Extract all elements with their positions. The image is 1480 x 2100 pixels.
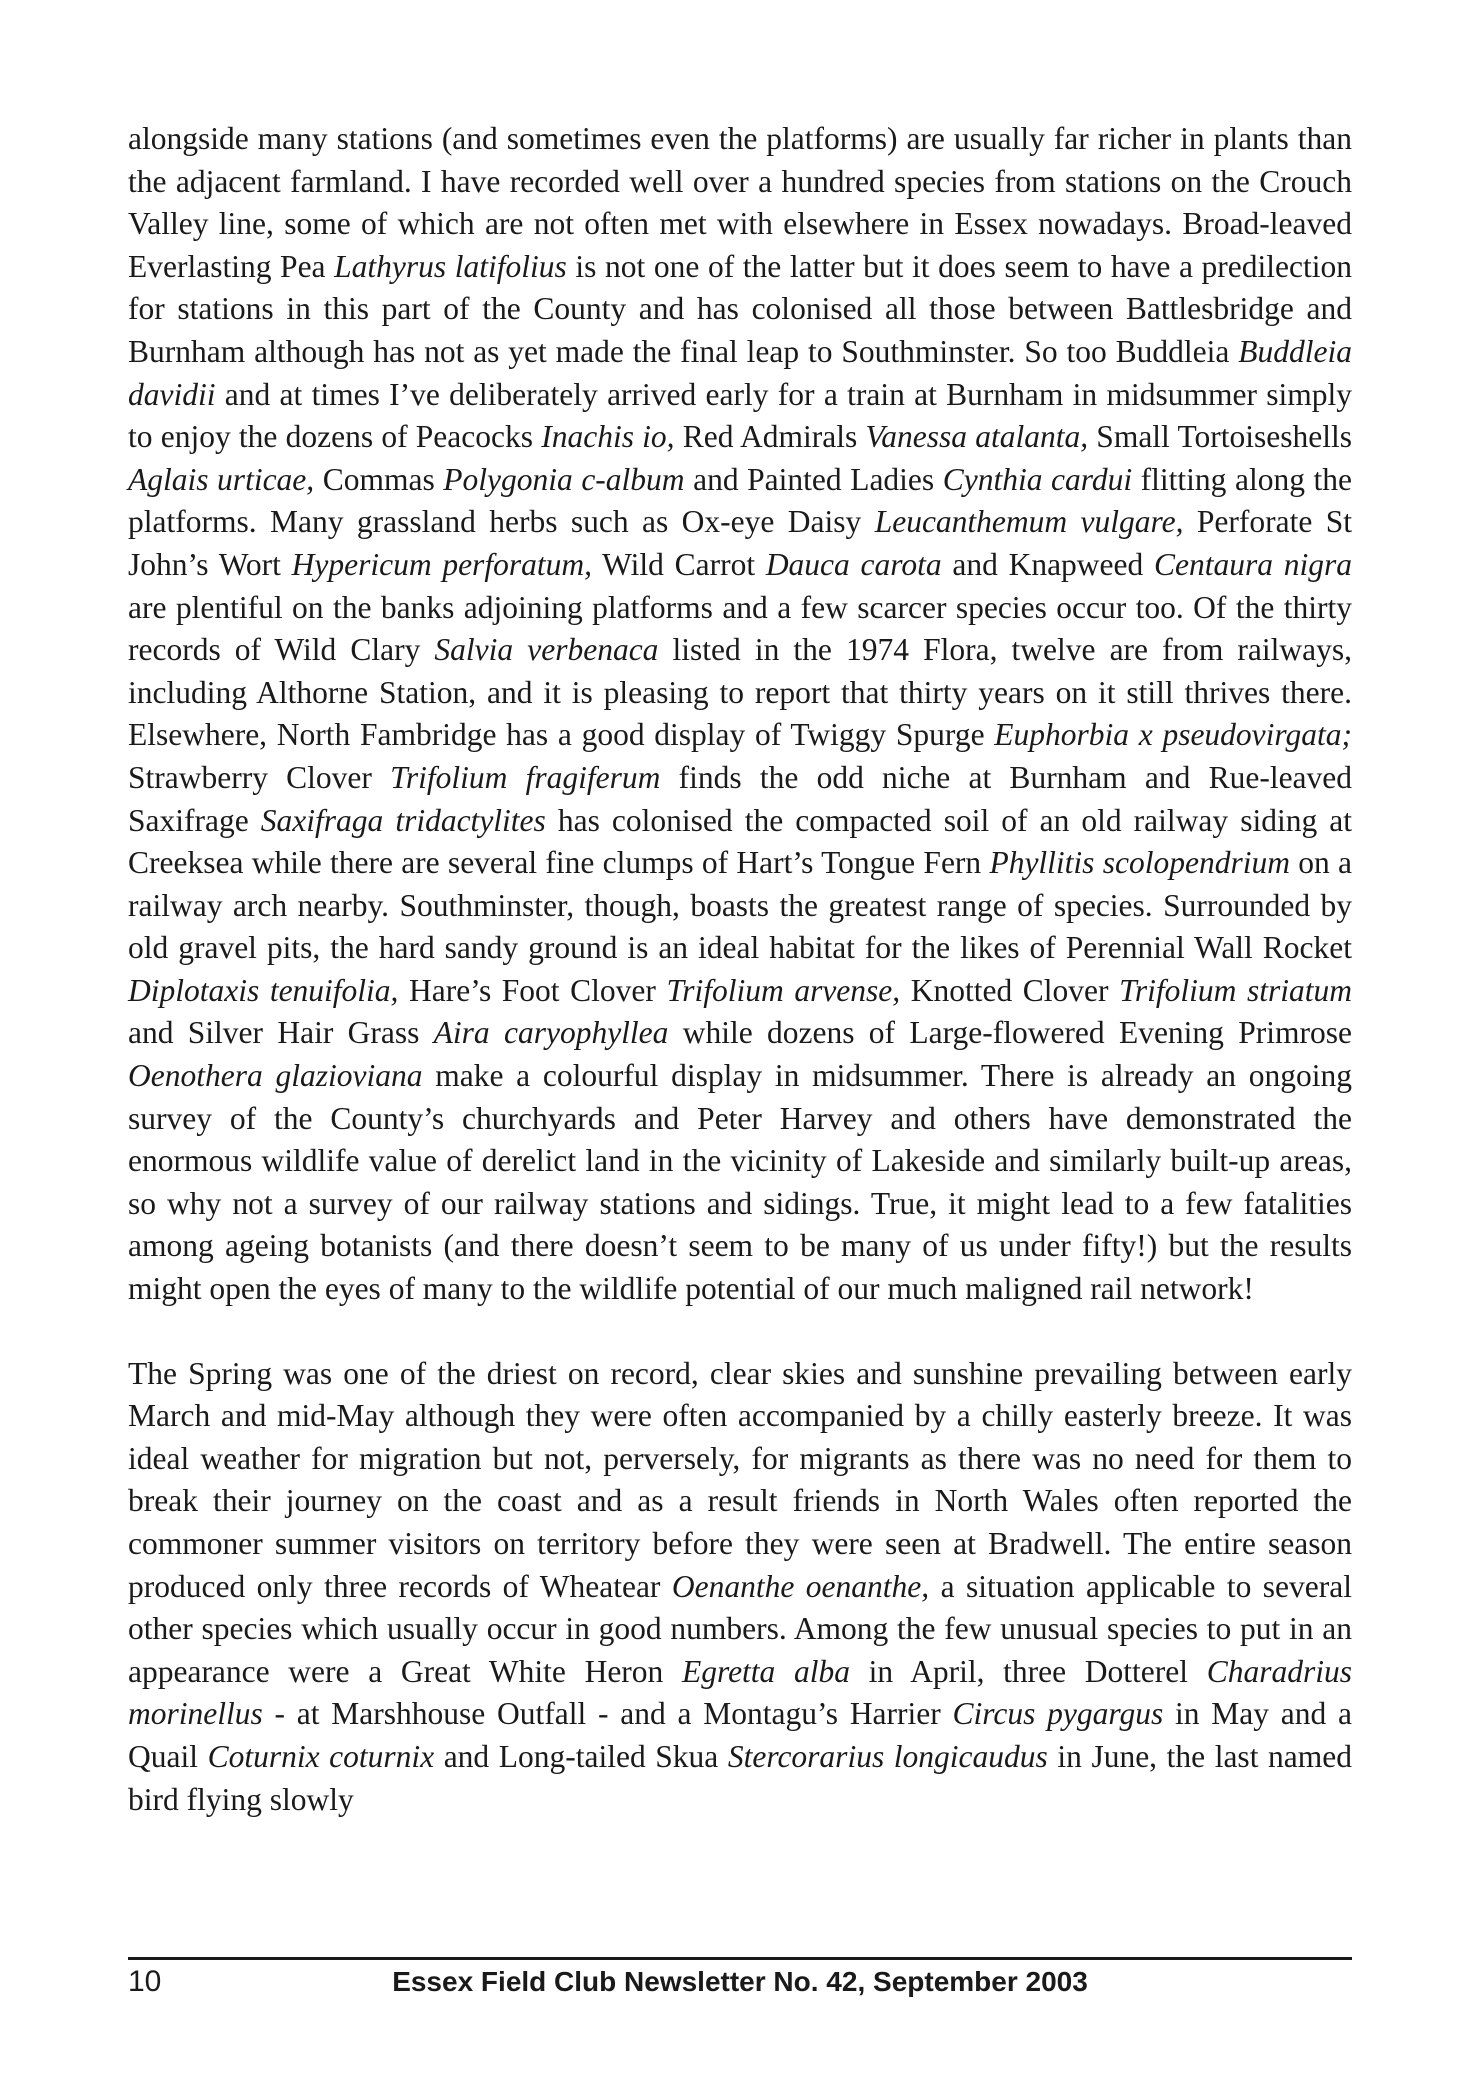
species-name: Coturnix coturnix: [207, 1738, 435, 1774]
text-run: Wild Carrot: [591, 546, 766, 582]
text-run: and at times I’ve deliberately arrived early for a train at Burnham in midsummer simply to enjoy the dozens of Peacocks: [128, 376, 1352, 455]
footer-divider: [128, 1957, 1352, 1960]
text-run: alongside many stations (and sometimes even the platforms) are usually far richer in plants than the adjacent farmland. I have recorded well over a hundred species from stations on the Crouch Valley line, some of which are not often met with elsewhere in Essex nowadays. Broad-leaved Everlasting Pea: [128, 121, 1352, 284]
text-run: has colonised the compacted soil of an old railway siding at Creeksea while there are several fine clumps of Hart’s Tongue Fern: [128, 802, 1353, 881]
text-run: on a railway arch nearby. Southminster, though, boasts the greatest range of species. Surrounded by old gravel pits, the hard sandy ground is an ideal habitat for the likes of Perennial Wall Rocket: [128, 845, 1352, 966]
text-run: Red Admirals: [674, 419, 866, 455]
species-name: Charadrius morinellus: [128, 1653, 1352, 1732]
text-run: and Painted Ladies: [684, 461, 943, 497]
species-name: Circus pygargus: [952, 1696, 1164, 1732]
text-run: finds the odd niche at Burnham and Rue-leaved Saxifrage: [128, 759, 1353, 838]
text-run: Perforate St John’s Wort: [128, 504, 1352, 582]
text-run: listed in the 1974 Flora, twelve are from railways, including Althorne Station, and it is pleasing to report that thirty years on it still thrives there. Elsewhere, North Fambridge has a good display of Twiggy Spurge: [128, 632, 1353, 753]
species-name: Saxifraga tridactylites: [260, 802, 546, 838]
text-run: in May and a Quail: [128, 1696, 1352, 1774]
species-name: Egretta alba: [681, 1653, 850, 1689]
text-run: a situation applicable to several other species which usually occur in good numbers. Among the few unusual species to put in an appearance were a Great White Heron: [128, 1568, 1352, 1689]
text-run: and Long-tailed Skua: [434, 1738, 728, 1774]
text-run: The Spring was one of the driest on record, clear skies and sunshine prevailing between early March and mid-May although they were often accompanied by a chilly easterly breeze. It was ideal weather for migration but not, perversely, for migrants as there was no need for them to break their journey on the coast and as a result friends in North Wales often reported the commoner summer visitors on territory before they were seen at Bradwell. The entire season produced only three records of Wheatear: [128, 1355, 1352, 1604]
species-name: Leucanthemum vulgare,: [874, 504, 1184, 540]
species-name: Aglais urticae,: [128, 461, 315, 497]
species-name: Dauca carota: [765, 546, 942, 582]
text-run: - at Marshhouse Outfall - and a Montagu’s Harrier: [262, 1696, 953, 1732]
text-run: are plentiful on the banks adjoining platforms and a few scarcer species occur too. Of the thirty records of Wild Clary: [128, 589, 1352, 668]
text-run: while dozens of Large-flowered Evening Primrose: [668, 1015, 1352, 1051]
publication-footer: Essex Field Club Newsletter No. 42, September 2003: [392, 1966, 1088, 1997]
paragraph-railway-stations: [128, 118, 1352, 1311]
text-run: make a colourful display in midsummer. There is already an ongoing survey of the County’s churchyards and Peter Harvey and others have demonstrated the enormous wildlife value of derelict land in the vicinity of Lakeside and similarly built-up areas, so why not a survey of our railway stations and sidings. True, it might lead to a few fatalities among ageing botanists (and there doesn’t seem to be many of us under fifty!) but the results might open the eyes of many to the wildlife potential of our much maligned rail network!: [128, 1058, 1352, 1307]
article-body: [128, 118, 1352, 1821]
text-run: flitting along the platforms. Many grassland herbs such as Ox-eye Daisy: [128, 461, 1352, 540]
paragraph-spring-migration: [128, 1353, 1352, 1822]
species-name: Oenanthe oenanthe,: [671, 1568, 930, 1604]
species-name: Euphorbia x pseudovirgata;: [994, 717, 1352, 753]
species-name: Hypericum perforatum,: [291, 546, 592, 582]
text-run: Hare’s Foot Clover: [398, 972, 667, 1008]
text-run: in April, three Dotterel: [849, 1653, 1207, 1689]
species-name: Trifolium fragiferum: [390, 759, 661, 795]
species-name: Phyllitis scolopendrium: [989, 845, 1290, 881]
text-run: and Silver Hair Grass: [128, 1015, 434, 1051]
species-name: Stercorarius longicaudus: [727, 1738, 1048, 1774]
text-run: and Knapweed: [941, 546, 1154, 582]
species-name: Trifolium arvense,: [666, 972, 901, 1008]
species-name: Diplotaxis tenuifolia,: [128, 972, 399, 1008]
text-run: Knotted Clover: [900, 972, 1120, 1008]
species-name: Vanessa atalanta,: [865, 419, 1089, 455]
species-name: Buddleia davidii: [128, 333, 1352, 412]
species-name: Lathyrus latifolius: [334, 248, 567, 284]
species-name: Inachis io,: [541, 419, 675, 455]
species-name: Trifolium striatum: [1119, 972, 1352, 1008]
species-name: Centaura nigra: [1154, 546, 1353, 582]
text-run: is not one of the latter but it does seem to have a predilection for stations in this part of the County and has colonised all those between Battlesbridge and Burnham although has not as yet made the final leap to Southminster. So too Buddleia: [128, 248, 1352, 369]
species-name: Cynthia cardui: [942, 461, 1133, 497]
text-run: Strawberry Clover: [128, 759, 391, 795]
text-run: Commas: [314, 461, 444, 497]
species-name: Oenothera glazioviana: [128, 1058, 423, 1094]
species-name: Polygonia c-album: [443, 461, 685, 497]
species-name: Aira caryophyllea: [433, 1015, 669, 1051]
species-name: Salvia verbenaca: [434, 632, 659, 668]
text-run: in June, the last named bird flying slowly: [128, 1738, 1352, 1817]
page-number: 10: [128, 1965, 162, 1998]
text-run: Small Tortoiseshells: [1088, 419, 1352, 455]
